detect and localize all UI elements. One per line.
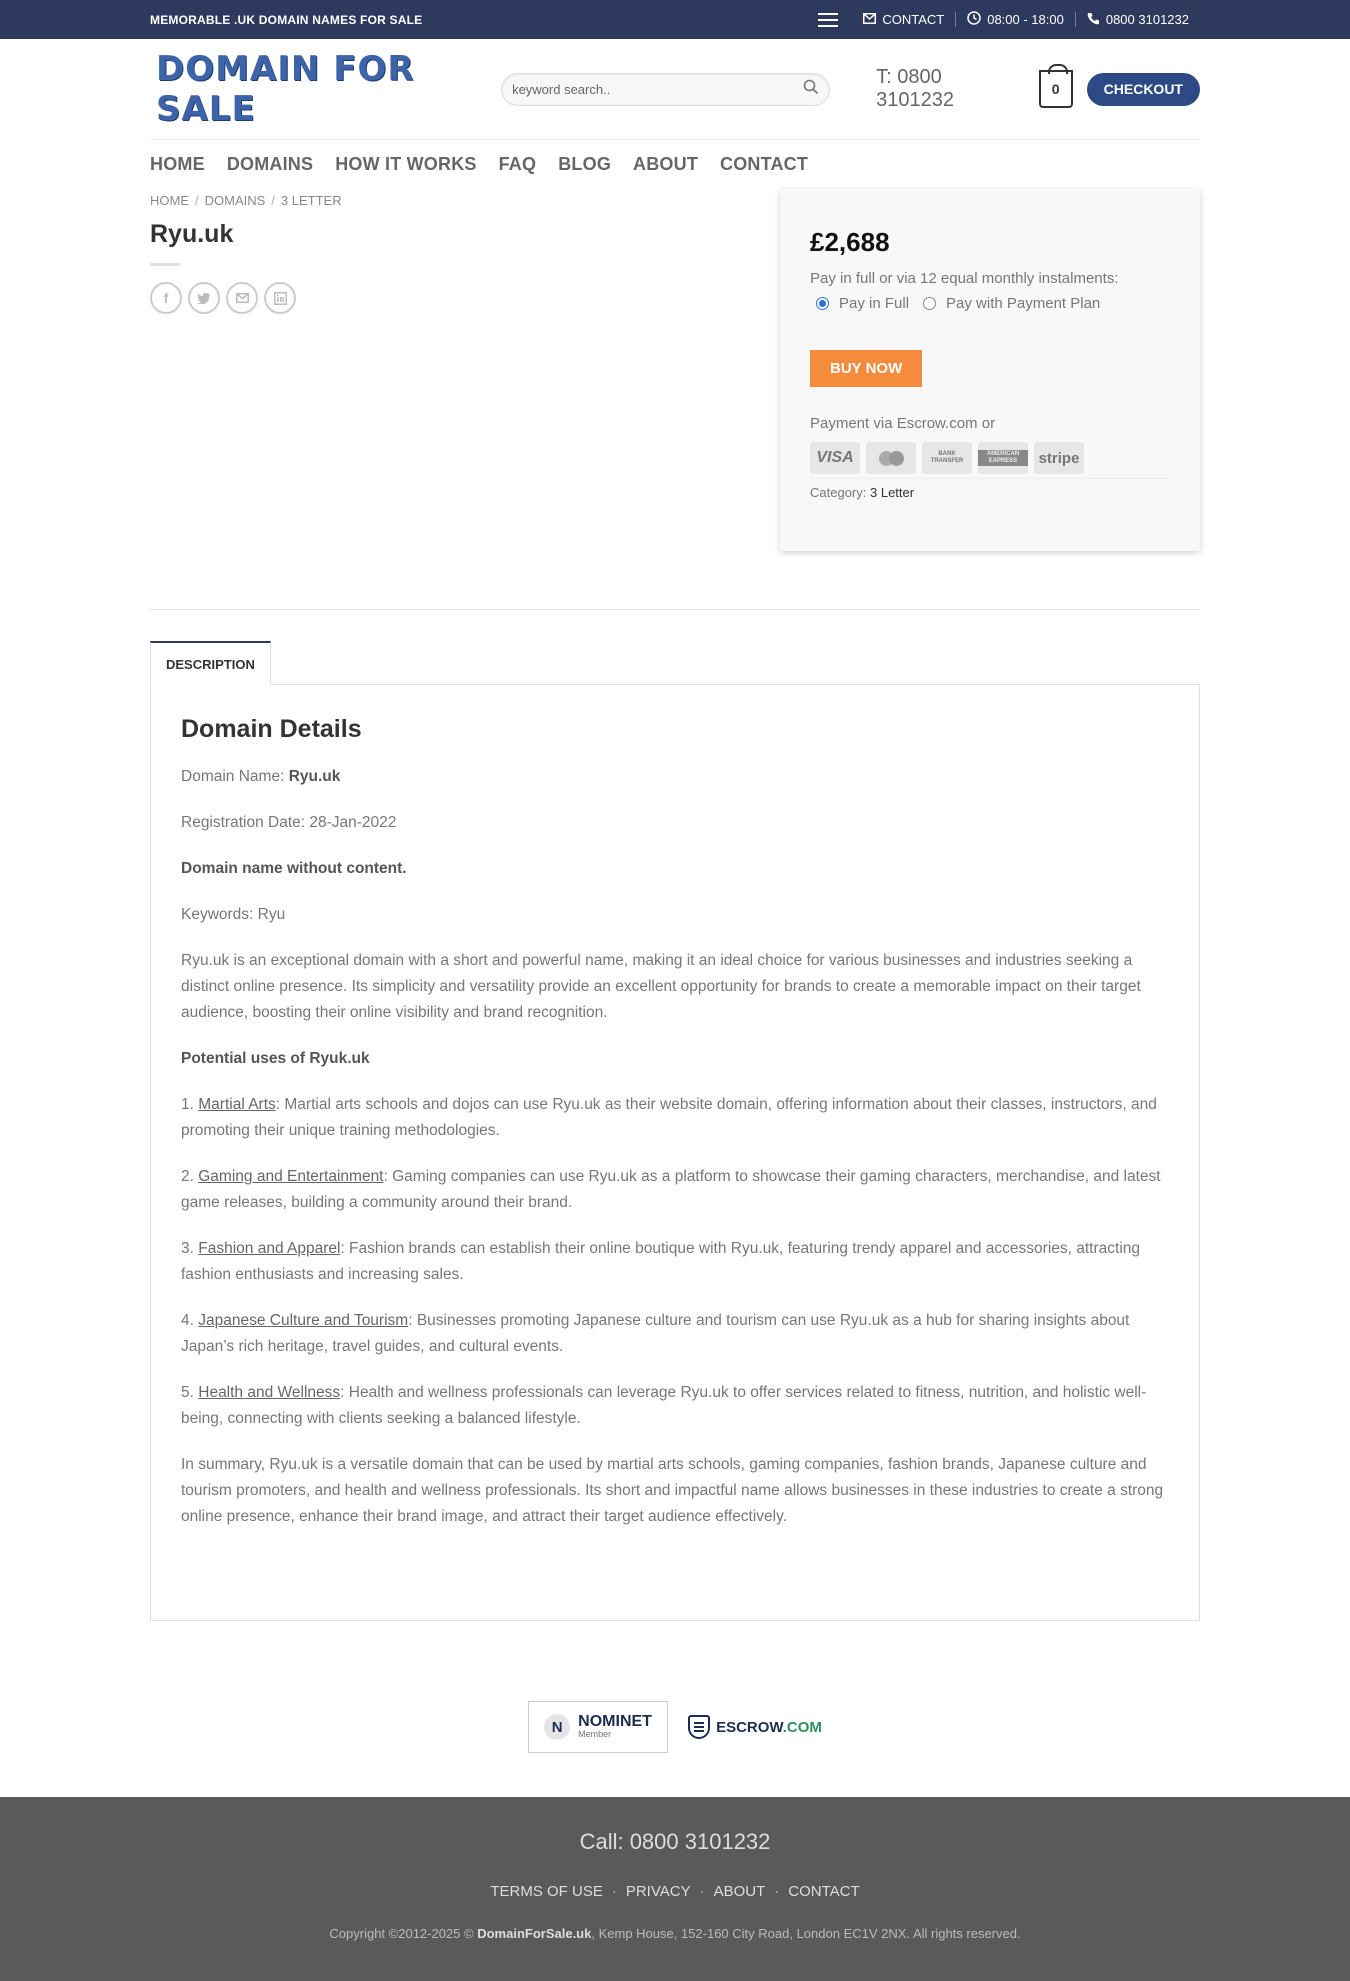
mastercard-icon <box>866 442 916 474</box>
topbar-hours-text: 08:00 - 18:00 <box>987 12 1064 27</box>
domain-details-heading: Domain Details <box>181 715 362 743</box>
breadcrumb-3-letter[interactable]: 3 LETTER <box>280 193 342 208</box>
buy-now-button[interactable]: BUY NOW <box>810 350 922 387</box>
payment-options <box>810 295 1170 312</box>
summary-paragraph: In summary, Ryu.uk is a versatile domain that can be used by martial arts schools, gaming companies, fashion brands, Japanese culture and tourism promoters, and health and wellness professionals. Its short and impactful name allows businesses in these industries to create a strong online presence, enhance their brand image, and attract their target audience effectively. <box>181 1456 1164 1525</box>
nav-how-it-works[interactable]: HOW IT WORKS <box>335 154 477 174</box>
phone-icon <box>1087 12 1100 28</box>
domain-name-line: Domain Name: Ryu.uk <box>181 768 341 785</box>
uses-heading: Potential uses of Ryuk.uk <box>181 1050 370 1067</box>
breadcrumb: HOME / DOMAINS / 3 LETTER <box>150 193 342 208</box>
facebook-icon[interactable]: f <box>150 282 182 314</box>
category-label: Category: <box>810 485 867 500</box>
product-title: Ryu.uk <box>150 220 234 248</box>
use-item: 1. Martial Arts: Martial arts schools and dojos can use Ryu.uk as their website domain, offering information about their classes, instructors, and promoting their unique training methodologies. <box>181 1096 1157 1139</box>
use-title: Fashion and Apparel <box>198 1240 341 1257</box>
visa-icon: VISA <box>810 442 860 474</box>
nav-about[interactable]: ABOUT <box>633 154 699 174</box>
search-box <box>501 73 830 106</box>
description-panel <box>150 684 1200 1621</box>
pay-in-full-radio[interactable] <box>816 297 829 310</box>
product-category <box>810 485 1170 500</box>
escrow-shield-icon <box>688 1715 710 1739</box>
topbar-phone-link[interactable] <box>1076 12 1200 28</box>
product-tabs <box>150 640 1200 684</box>
escrow-logo[interactable] <box>688 1715 822 1739</box>
footer-terms-link[interactable]: TERMS OF USE <box>490 1883 603 1900</box>
escrow-payment-text: Payment via Escrow.com or <box>810 415 996 432</box>
topbar-contact-link[interactable] <box>852 12 955 27</box>
title-divider <box>150 263 180 266</box>
use-title: Martial Arts <box>198 1096 276 1113</box>
use-title: Gaming and Entertainment <box>198 1168 384 1185</box>
breadcrumb-home[interactable]: HOME <box>150 193 189 208</box>
nav-faq[interactable]: FAQ <box>498 154 537 174</box>
footer-contact-link[interactable]: CONTACT <box>788 1883 860 1900</box>
use-title: Health and Wellness <box>198 1384 341 1401</box>
nominet-title: NOMINET <box>578 1713 652 1730</box>
nav-blog[interactable]: BLOG <box>558 154 612 174</box>
email-icon[interactable] <box>226 282 258 314</box>
search-input[interactable] <box>512 82 803 97</box>
nominet-subtitle: Member <box>578 1729 612 1739</box>
topbar-hours <box>956 11 1075 28</box>
copyright-brand-link[interactable]: DomainForSale.uk <box>477 1926 592 1941</box>
site-logo[interactable]: DOMAIN FOR SALE <box>156 49 415 129</box>
main-nav <box>150 139 1200 189</box>
keywords-line: Keywords: Ryu <box>181 906 286 923</box>
payment-options-text: Pay in full or via 12 equal monthly instalments: <box>810 270 1119 287</box>
use-title: Japanese Culture and Tourism <box>198 1312 409 1329</box>
use-item: 2. Gaming and Entertainment: Gaming companies can use Ryu.uk as a platform to showcase their gaming characters, merchandise, and latest game releases, building a community around their brand. <box>181 1168 1161 1211</box>
bank-transfer-icon <box>922 442 972 474</box>
no-content-note: Domain name without content. <box>181 860 407 877</box>
tab-description[interactable]: DESCRIPTION <box>150 641 271 685</box>
copyright: Copyright ©2012-2025 © DomainForSale.uk, Kemp House, 152-160 City Road, London EC1V 2NX. All rights reserved. <box>329 1926 1021 1941</box>
buy-box <box>780 189 1200 551</box>
header-phone: T: 0800 3101232 <box>876 66 955 111</box>
registration-date: Registration Date: 28-Jan-2022 <box>181 814 397 831</box>
category-link[interactable]: 3 Letter <box>870 485 915 500</box>
stripe-icon: stripe <box>1034 442 1084 474</box>
product-price: £2,688 <box>810 227 890 257</box>
payment-plan-label[interactable]: Pay with Payment Plan <box>946 295 1101 312</box>
footer-about-link[interactable]: ABOUT <box>713 1883 766 1900</box>
share-buttons <box>150 282 750 314</box>
escrow-com: .COM <box>782 1718 822 1736</box>
twitter-icon[interactable] <box>188 282 220 314</box>
payment-plan-radio[interactable] <box>923 297 936 310</box>
use-item: 4. Japanese Culture and Tourism: Businesses promoting Japanese culture and tourism can use Ryu.uk as a hub for sharing insights about Japan’s rich heritage, travel guides, and cultural events. <box>181 1312 1130 1355</box>
nav-contact[interactable]: CONTACT <box>720 154 809 174</box>
search-icon[interactable] <box>803 79 819 100</box>
partner-logos <box>150 1701 1200 1753</box>
escrow-name: ESCROW <box>716 1718 783 1736</box>
topbar-phone-text: 0800 3101232 <box>1105 12 1189 27</box>
amex-label: AMERICAN EXPRESS <box>978 450 1028 466</box>
checkout-button[interactable]: CHECKOUT <box>1087 73 1200 106</box>
site-header <box>0 39 1350 139</box>
cart-count: 0 <box>1051 81 1060 97</box>
domain-name-value: Ryu.uk <box>288 768 341 785</box>
payment-methods <box>810 442 1170 479</box>
section-divider <box>150 609 1200 610</box>
clock-icon <box>967 11 981 28</box>
top-bar <box>0 0 1350 39</box>
nav-domains[interactable]: DOMAINS <box>226 154 314 174</box>
cart-icon[interactable] <box>1039 70 1073 108</box>
topbar-contact-label: CONTACT <box>882 12 945 27</box>
intro-paragraph: Ryu.uk is an exceptional domain with a short and powerful name, making it an ideal choice for various businesses and industries seeking a distinct online presence. Its simplicity and versatility provide an excellent opportunity for brands to create a memorable impact on their target audience, boosting their online visibility and brand recognition. <box>181 952 1141 1021</box>
footer-links: TERMS OF USE · PRIVACY · ABOUT · CONTACT <box>490 1883 860 1900</box>
amex-icon <box>978 442 1028 474</box>
use-item: 3. Fashion and Apparel: Fashion brands can establish their online boutique with Ryu.uk, featuring trendy apparel and accessories, attracting fashion enthusiasts and increasing sales. <box>181 1240 1141 1283</box>
topbar-tagline: MEMORABLE .UK DOMAIN NAMES FOR SALE <box>150 12 423 27</box>
menu-icon[interactable] <box>818 13 838 27</box>
site-footer <box>0 1797 1350 1981</box>
use-item: 5. Health and Wellness: Health and wellness professionals can leverage Ryu.uk to offer services related to fitness, nutrition, and holistic well-being, connecting with clients seeking a balanced lifestyle. <box>181 1384 1147 1427</box>
pay-in-full-label[interactable]: Pay in Full <box>839 295 910 312</box>
breadcrumb-domains[interactable]: DOMAINS <box>204 193 266 208</box>
linkedin-icon[interactable] <box>264 282 296 314</box>
nominet-logo[interactable] <box>528 1701 668 1753</box>
footer-call: Call: 0800 3101232 <box>579 1829 771 1854</box>
nominet-icon: N <box>544 1714 570 1740</box>
bank-transfer-label: BANK TRANSFER <box>930 451 964 464</box>
footer-privacy-link[interactable]: PRIVACY <box>625 1883 691 1900</box>
envelope-icon <box>863 12 876 27</box>
nav-home[interactable]: HOME <box>150 154 205 174</box>
